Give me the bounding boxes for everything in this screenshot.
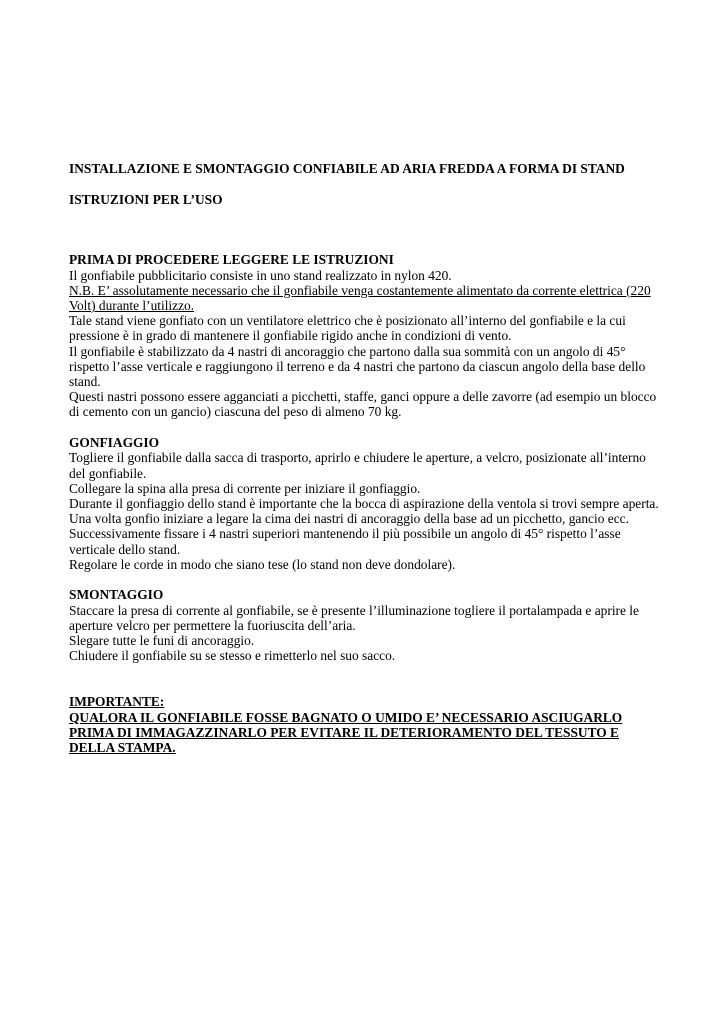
gonfiaggio-paragraph-3: Durante il gonfiaggio dello stand è importante che la bocca di aspirazione della ventola si trovi sempre aperta.: [69, 495, 659, 511]
gonfiaggio-paragraph-1: Togliere il gonfiabile dalla sacca di trasporto, aprirlo e chiudere le aperture, a velcro, posizionate all’interno del gonfiabile.: [69, 450, 646, 481]
intro-paragraph-1: Il gonfiabile pubblicitario consiste in uno stand realizzato in nylon 420.: [69, 267, 452, 283]
section-smontaggio-heading: SMONTAGGIO: [69, 587, 164, 603]
smontaggio-paragraph-1: Staccare la presa di corrente al gonfiabile, se è presente l’illuminazione togliere il portalampada e aprire le aperture velcro per permettere la fuoriuscita dell’aria.: [69, 602, 639, 633]
document-title: INSTALLAZIONE E SMONTAGGIO CONFIABILE AD ARIA FREDDA A FORMA DI STAND: [69, 161, 625, 176]
section-gonfiaggio: [69, 435, 661, 572]
document-page: [69, 161, 661, 755]
section-intro: [69, 252, 661, 419]
important-label: IMPORTANTE:: [69, 694, 165, 710]
document-subtitle: ISTRUZIONI PER L’USO: [69, 191, 223, 207]
gonfiaggio-paragraph-4: Una volta gonfio iniziare a legare la cima dei nastri di ancoraggio della base ad un picchetto, gancio ecc.: [69, 511, 629, 527]
section-smontaggio: [69, 587, 661, 663]
section-intro-heading: PRIMA DI PROCEDERE LEGGERE LE ISTRUZIONI: [69, 252, 394, 268]
important-text: QUALORA IL GONFIABILE FOSSE BAGNATO O UMIDO E’ NECESSARIO ASCIUGARLO PRIMA DI IMMAGAZZINARLO PER EVITARE IL DETERIORAMENTO DEL TESSUTO E DELLA STAMPA.: [69, 709, 623, 756]
gonfiaggio-paragraph-2: Collegare la spina alla presa di corrente per iniziare il gonfiaggio.: [69, 480, 421, 496]
gonfiaggio-paragraph-5: Successivamente fissare i 4 nastri superiori mantenendo il più possibile un angolo di 45° rispetto l’asse verticale dello stand.: [69, 526, 621, 557]
smontaggio-paragraph-3: Chiudere il gonfiabile su se stesso e rimetterlo nel suo sacco.: [69, 648, 396, 664]
intro-paragraph-2: Tale stand viene gonfiato con un ventilatore elettrico che è posizionato all’interno del gonfiabile e la cui pressione è in grado di mantenere il gonfiabile rigido anche in condizioni di vento.: [69, 313, 626, 344]
intro-paragraph-4: Questi nastri possono essere agganciati a picchetti, staffe, ganci oppure a delle zavorre (ad esempio un blocco di cemento con un gancio) ciascuna del peso di almeno 70 kg.: [69, 389, 657, 420]
section-gonfiaggio-heading: GONFIAGGIO: [69, 435, 160, 451]
intro-paragraph-3: Il gonfiabile è stabilizzato da 4 nastri di ancoraggio che partono dalla sua sommità con un angolo di 45° rispetto l’asse verticale e raggiungono il terreno e da 4 nastri che partono da ciascun angolo della base dello stand.: [69, 343, 646, 390]
gonfiaggio-paragraph-6: Regolare le corde in modo che siano tese (lo stand non deve dondolare).: [69, 556, 456, 572]
important-notice: [69, 694, 661, 755]
intro-note: N.B. E’ assolutamente necessario che il gonfiabile venga costantemente alimentato da corrente elettrica (220 Volt) durante l’utilizzo.: [69, 282, 651, 314]
smontaggio-paragraph-2: Slegare tutte le funi di ancoraggio.: [69, 633, 255, 649]
